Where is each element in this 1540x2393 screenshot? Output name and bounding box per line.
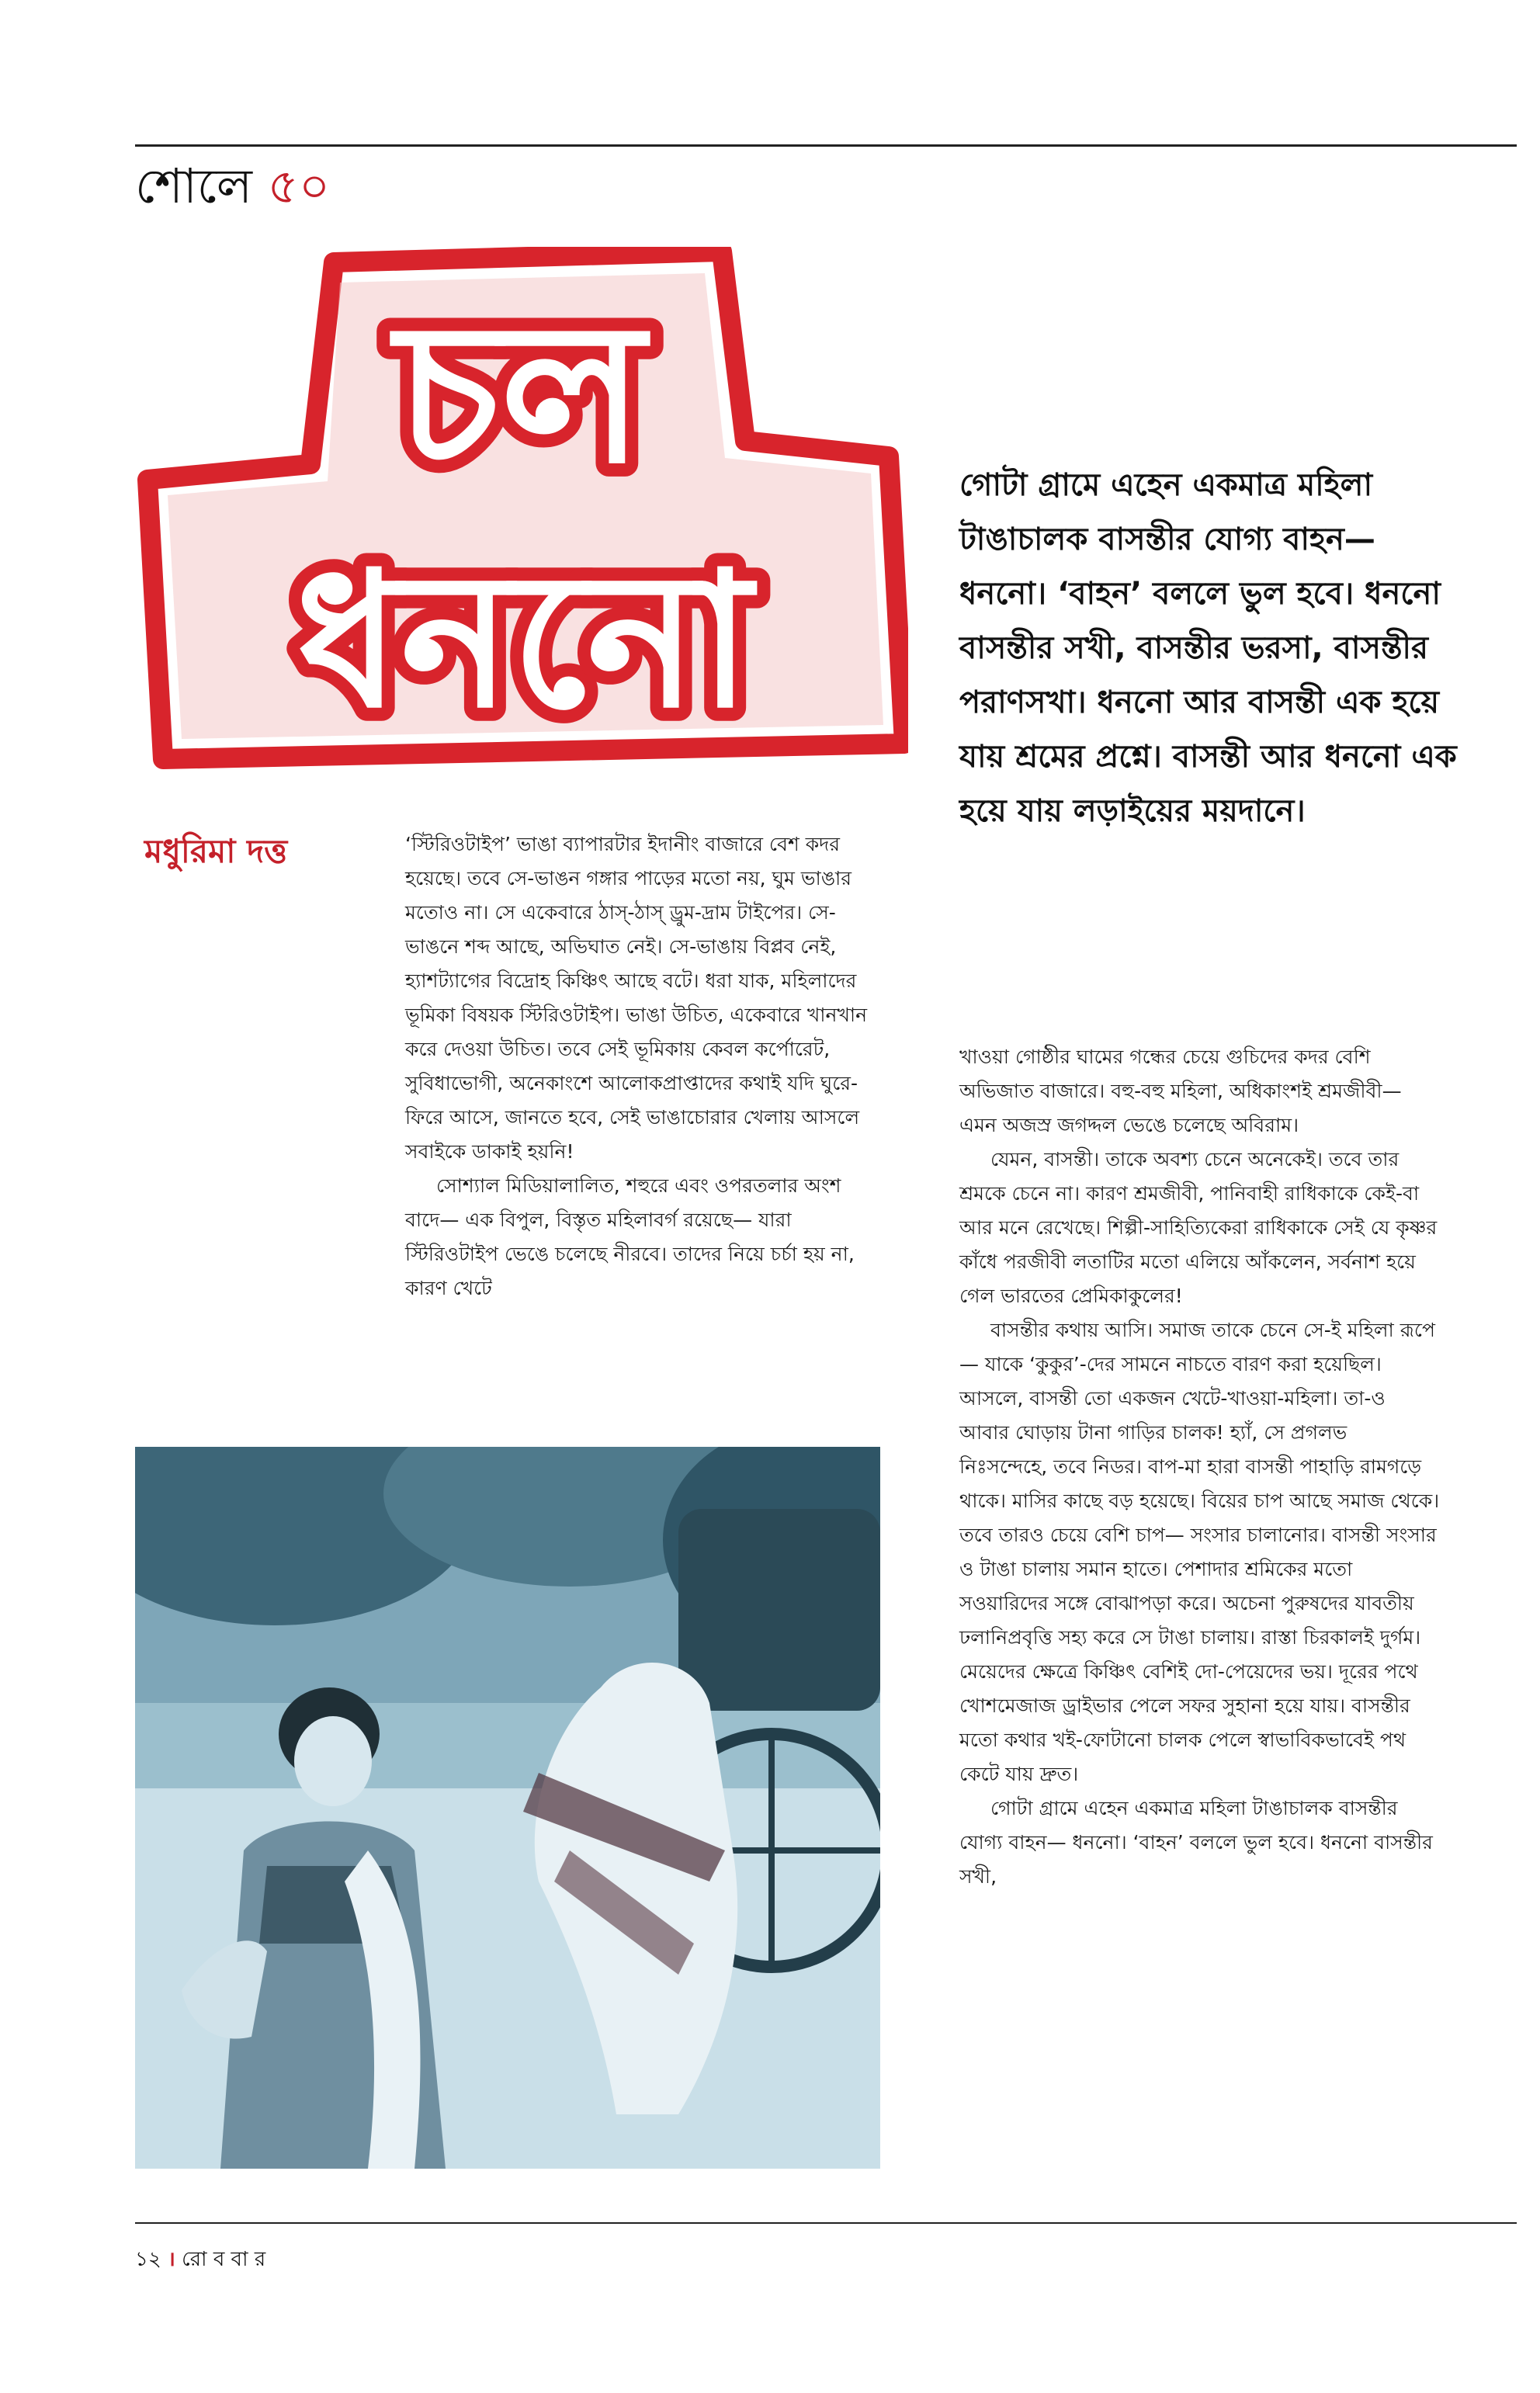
- page-number: ১২: [135, 2248, 161, 2271]
- title-logo: [132, 247, 908, 775]
- paragraph: যেমন, বাসন্তী। তাকে অবশ্য চেনে অনেকেই। তবে তার শ্রমকে চেনে না। কারণ শ্রমজীবী, পানিবাহী রাধিকাকে কেই-বা আর মনে রেখেছে। শিল্পী-সাহিত্যিকেরা রাধিকাকে সেই যে কৃষ্ণর কাঁধে পরজীবী লতাটির মতো এলিয়ে আঁকলেন, সর্বনাশ হয়ে গেল ভারতের প্রেমিকাকুলের!: [959, 1148, 1438, 1307]
- paragraph: গোটা গ্রামে এহেন একমাত্র মহিলা টাঙাচালক বাসন্তীর যোগ্য বাহন— ধননো। ‘বাহন’ বললে ভুল হবে। ধননো বাসন্তীর সখী,: [959, 1797, 1433, 1888]
- top-rule: [135, 144, 1517, 147]
- film-still-photo: [135, 1447, 880, 2169]
- article-column-1: [405, 827, 876, 1306]
- paragraph: খাওয়া গোষ্ঠীর ঘামের গন্ধের চেয়ে গুচিদের কদর বেশি অভিজাত বাজারে। বহু-বহু মহিলা, অধিকাংশই শ্রমজীবী— এমন অজস্র জগদ্দল ভেঙে চলেছে অবিরাম।: [959, 1046, 1402, 1136]
- pull-quote: গোটা গ্রামে এহেন একমাত্র মহিলা টাঙাচালক বাসন্তীর যোগ্য বাহন— ধননো। ‘বাহন’ বললে ভুল হবে। ধননো বাসন্তীর সখী, বাসন্তীর ভরসা, বাসন্তীর পরাণসখা। ধননো আর বাসন্তী এক হয়ে যায় শ্রমের প্রশ্নে। বাসন্তী আর ধননো এক হয়ে যায় লড়াইয়ের ময়দানে।: [959, 467, 1457, 829]
- bottom-rule: [135, 2222, 1517, 2224]
- logo-line1: চল: [395, 280, 645, 506]
- paragraph: সোশ্যাল মিডিয়ালালিত, শহুরে এবং ওপরতলার অংশ বাদে— এক বিপুল, বিস্তৃত মহিলাবর্গ রয়েছে— যারা স্টিরিওটাইপ ভেঙে চলেছে নীরবে। তাদের নিয়ে চর্চা হয় না, কারণ খেটে: [405, 1174, 855, 1299]
- author-byline: মধুরিমা দত্ত: [144, 832, 288, 870]
- photo-illustration: [135, 1447, 880, 2169]
- article-column-2: [959, 1040, 1441, 1894]
- page-footer: [135, 2243, 265, 2277]
- paragraph: ‘স্টিরিওটাইপ’ ভাঙা ব্যাপারটার ইদানীং বাজারে বেশ কদর হয়েছে। তবে সে-ভাঙন গঙ্গার পাড়ের মতো নয়, ঘুম ভাঙার মতোও না। সে একেবারে ঠাস্-ঠাস্ ড্রুম-দ্রাম টাইপের। সে-ভাঙনে শব্দ আছে, অভিঘাত নেই। সে-ভাঙায় বিপ্লব নেই, হ্যাশট্যাগের বিদ্রোহ কিঞ্চিৎ আছে বটে। ধরা যাক, মহিলাদের ভূমিকা বিষয়ক স্টিরিওটাইপ। ভাঙা উচিত, একেবারে খানখান করে দেওয়া উচিত। তবে সেই ভূমিকায় কেবল কর্পোরেট, সুবিধাভোগী, অনেকাংশে আলোকপ্রাপ্তাদের কথাই যদি ঘুরে-ফিরে আসে, জানতে হবে, সেই ভাঙাচোরার খেলায় আসলে সবাইকে ডাকাই হয়নি!: [405, 833, 868, 1163]
- section-title: শোলে: [135, 158, 252, 214]
- logo-line2: ধননো: [296, 532, 752, 749]
- title-logo-art: [132, 247, 908, 775]
- section-label: [135, 155, 330, 217]
- paragraph: বাসন্তীর কথায় আসি। সমাজ তাকে চেনে সে-ই মহিলা রূপে— যাকে ‘কুকুর’-দের সামনে নাচতে বারণ করা হয়েছিল। আসলে, বাসন্তী তো একজন খেটে-খাওয়া-মহিলা। তা-ও আবার ঘোড়ায় টানা গাড়ির চালক! হ্যাঁ, সে প্রগলভ নিঃসন্দেহে, তবে নিডর। বাপ-মা হারা বাসন্তী পাহাড়ি রামগড়ে থাকে। মাসির কাছে বড় হয়েছে। বিয়ের চাপ আছে সমাজ থেকে। তবে তারও চেয়ে বেশি চাপ— সংসার চালানোর। বাসন্তী সংসার ও টাঙা চালায় সমান হাতে। পেশাদার শ্রমিকের মতো সওয়ারিদের সঙ্গে বোঝাপড়া করে। অচেনা পুরুষদের যাবতীয় ঢলানিপ্রবৃত্তি সহ্য করে সে টাঙা চালায়। রাস্তা চিরকালই দুর্গম। মেয়েদের ক্ষেত্রে কিঞ্চিৎ বেশিই দো-পেয়েদের ভয়। দূরের পথে খোশমেজাজ ড্রাইভার পেলে সফর সুহানা হয়ে যায়। বাসন্তীর মতো কথার খই-ফোটানো চালক পেলে স্বাভাবিকভাবেই পথ কেটে যায় দ্রুত।: [959, 1319, 1440, 1785]
- publication-name: রো ব বা র: [182, 2248, 266, 2271]
- footer-separator: ।: [168, 2248, 175, 2271]
- section-number: ৫০: [267, 158, 331, 214]
